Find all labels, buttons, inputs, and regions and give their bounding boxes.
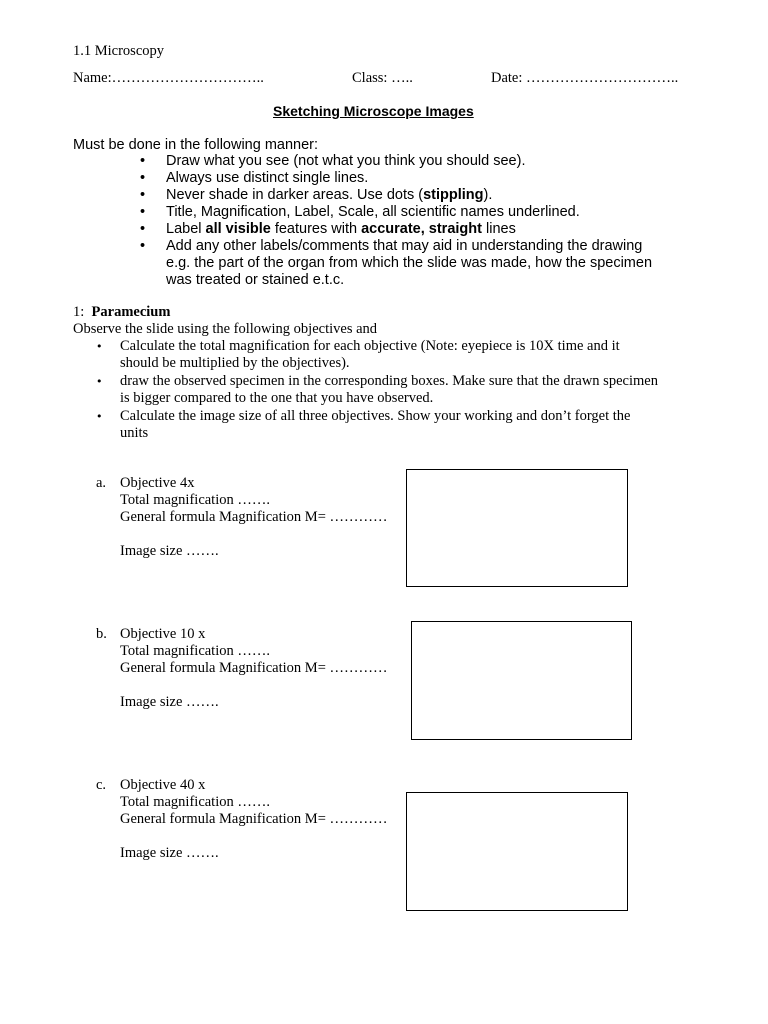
rule-text <box>166 204 580 221</box>
image-size-field: Image size ……. <box>120 694 219 710</box>
bullet-icon: • <box>140 238 146 254</box>
rule-segment: features with <box>270 221 362 237</box>
exercise-title: Paramecium <box>91 304 171 320</box>
instruction-text <box>120 338 620 372</box>
total-magnification-field: Total magnification ……. <box>120 492 270 508</box>
rule-segment: Add any other labels/comments that may aid in understanding the drawing <box>166 238 643 254</box>
objective-letter: c. <box>96 777 107 793</box>
total-magnification-field: Total magnification ……. <box>120 794 270 810</box>
instruction-text <box>120 408 630 442</box>
rule-segment: lines <box>481 221 516 237</box>
exercise-number: 1: <box>73 304 85 320</box>
rule-text <box>166 238 652 289</box>
instruction-line: is bigger compared to the one that you have observed. <box>120 390 434 406</box>
rule-segment: Draw what you see (not what you think you should see). <box>166 153 526 169</box>
exercise-heading <box>73 304 170 321</box>
objective-name: Objective 10 x <box>120 626 206 642</box>
rule-line <box>166 153 525 170</box>
drawing-box-c[interactable] <box>406 792 628 911</box>
bullet-icon: • <box>96 375 103 388</box>
instruction-line: should be multiplied by the objectives). <box>120 355 350 371</box>
bullet-icon: • <box>96 340 103 353</box>
objective-name: Objective 40 x <box>120 777 206 793</box>
instruction-line: draw the observed specimen in the corresponding boxes. Make sure that the drawn specimen <box>120 373 658 389</box>
magnification-formula-field: General formula Magnification M= ………… <box>120 660 388 676</box>
date-field: Date: ………………………….. <box>491 70 679 86</box>
rule-segment: Always use distinct single lines. <box>166 170 369 186</box>
bullet-icon: • <box>140 221 146 237</box>
bullet-icon: • <box>140 153 146 169</box>
rule-segment: Title, Magnification, Label, Scale, all scientific names underlined. <box>166 204 580 220</box>
rule-line <box>166 170 368 187</box>
rule-segment: was treated or stained e.t.c. <box>166 272 345 288</box>
rule-line <box>166 187 492 204</box>
rule-text <box>166 170 368 187</box>
magnification-formula-field: General formula Magnification M= ………… <box>120 509 388 525</box>
instruction-line: Calculate the total magnification for each objective (Note: eyepiece is 10X time and it <box>120 338 620 354</box>
drawing-box-b[interactable] <box>411 621 632 740</box>
bullet-icon: • <box>96 410 103 423</box>
objective-name: Objective 4x <box>120 475 195 491</box>
rule-line <box>166 204 580 221</box>
section-heading: 1.1 Microscopy <box>73 43 165 59</box>
rules-intro: Must be done in the following manner: <box>73 137 319 153</box>
rule-emphasis: stippling <box>423 187 484 203</box>
rule-emphasis: accurate, straight <box>361 221 482 237</box>
bullet-icon: • <box>140 204 146 220</box>
rule-segment: e.g. the part of the organ from which the slide was made, how the specimen <box>166 255 653 271</box>
rule-line <box>166 255 652 272</box>
rule-line <box>166 221 516 238</box>
instruction-line: units <box>120 425 149 441</box>
page-title: Sketching Microscope Images <box>273 103 474 119</box>
instruction-line: Calculate the image size of all three objectives. Show your working and don’t forget the <box>120 408 631 424</box>
objective-letter: b. <box>96 626 107 642</box>
exercise-intro: Observe the slide using the following objectives and <box>73 321 378 337</box>
bullet-icon: • <box>140 170 146 186</box>
image-size-field: Image size ……. <box>120 543 219 559</box>
image-size-field: Image size ……. <box>120 845 219 861</box>
rule-text <box>166 187 492 204</box>
rule-line <box>166 238 652 255</box>
rule-line <box>166 272 652 289</box>
rule-segment: ). <box>483 187 493 203</box>
name-field: Name:………………………….. <box>73 70 264 86</box>
rule-text <box>166 153 525 170</box>
total-magnification-field: Total magnification ……. <box>120 643 270 659</box>
drawing-box-a[interactable] <box>406 469 628 587</box>
rule-segment: Label <box>166 221 206 237</box>
magnification-formula-field: General formula Magnification M= ………… <box>120 811 388 827</box>
rule-segment: Never shade in darker areas. Use dots ( <box>166 187 424 203</box>
rule-text <box>166 221 516 238</box>
bullet-icon: • <box>140 187 146 203</box>
objective-letter: a. <box>96 475 107 491</box>
rule-emphasis: all visible <box>205 221 271 237</box>
instruction-text <box>120 373 658 407</box>
class-field: Class: ….. <box>352 70 413 86</box>
